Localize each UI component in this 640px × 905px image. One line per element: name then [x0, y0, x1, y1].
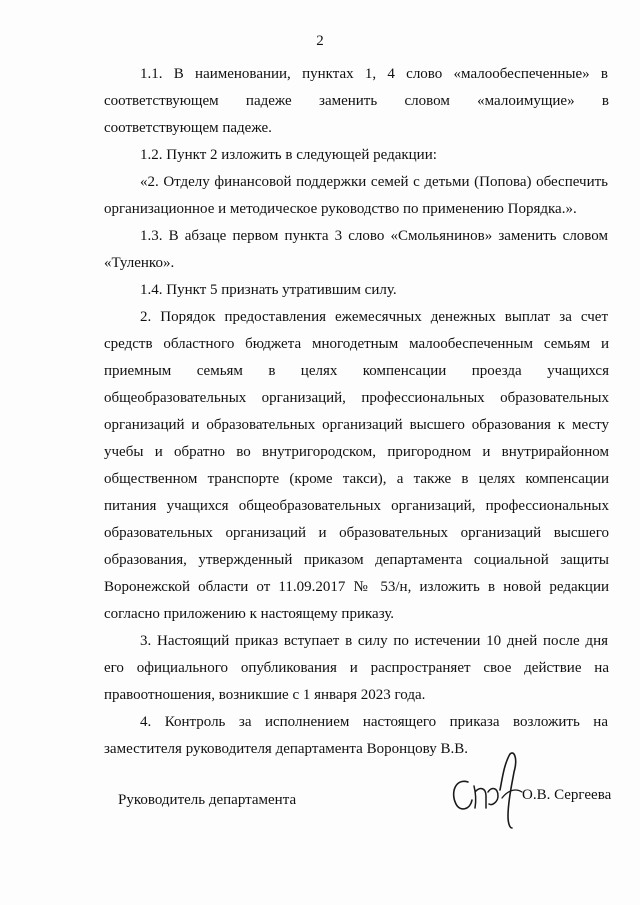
paragraph-3-line-2: его официального опубликования и распространяет свое действие на	[104, 660, 609, 676]
paragraph-2-line-7: общественном транспорте (кроме такси), а также в целях компенсации	[104, 471, 609, 487]
paragraph-4-line-1: 4. Контроль за исполнением настоящего приказа возложить на	[140, 714, 608, 730]
paragraph-2-line-5: организаций и образовательных организаций высшего образования к месту	[104, 417, 609, 433]
paragraph-2-line-11: Воронежской области от 11.09.2017 № 53/н, изложить в новой редакции	[104, 579, 609, 595]
paragraph-2-line-12: согласно приложению к настоящему приказу.	[104, 606, 395, 622]
paragraph-4-line-2: заместителя руководителя департамента Воронцову В.В.	[104, 741, 468, 757]
signature-title: Руководитель департамента	[118, 792, 297, 808]
paragraph-2-line-2: средств областного бюджета многодетным малообеспеченным семьям и	[104, 336, 609, 352]
paragraph-2-line-9: образовательных организаций и образовательных организаций высшего	[104, 525, 609, 541]
paragraph-2-line-6: учебы и обратно во внутригородском, пригородном и внутрирайонном	[104, 444, 609, 460]
paragraph-2-line-10: образования, утвержденный приказом департамента социальной защиты	[104, 552, 609, 568]
handwritten-signature-icon	[446, 750, 530, 830]
paragraph-quote-line-1: «2. Отделу финансовой поддержки семей с детьми (Попова) обеспечить	[140, 174, 608, 190]
signatory-name: О.В. Сергеева	[522, 787, 612, 803]
paragraph-1-3-line-1: 1.3. В абзаце первом пункта 3 слово «Смольянинов» заменить словом	[140, 228, 608, 244]
paragraph-2-line-4: общеобразовательных организаций, профессиональных образовательных	[104, 390, 609, 406]
paragraph-2-line-1: 2. Порядок предоставления ежемесячных денежных выплат за счет	[140, 309, 608, 325]
paragraph-1-1-line-3: соответствующем падеже.	[104, 120, 272, 136]
paragraph-1-1-line-1: 1.1. В наименовании, пунктах 1, 4 слово «малообеспеченные» в	[140, 66, 608, 82]
paragraph-1-2-line-1: 1.2. Пункт 2 изложить в следующей редакции:	[140, 147, 437, 163]
paragraph-1-4-line-1: 1.4. Пункт 5 признать утратившим силу.	[140, 282, 397, 298]
paragraph-3-line-3: правоотношения, возникшие с 1 января 2023 года.	[104, 687, 426, 703]
paragraph-1-3-line-2: «Туленко».	[104, 255, 175, 271]
paragraph-quote-line-2: организационное и методическое руководство по применению Порядка.».	[104, 201, 577, 217]
paragraph-3-line-1: 3. Настоящий приказ вступает в силу по истечении 10 дней после дня	[140, 633, 608, 649]
paragraph-2-line-8: питания учащихся общеобразовательных организаций, профессиональных	[104, 498, 609, 514]
page-number: 2	[316, 33, 324, 49]
paragraph-2-line-3: приемным семьям в целях компенсации проезда учащихся	[104, 363, 609, 379]
paragraph-1-1-line-2: соответствующем падеже заменить словом «малоимущие» в	[104, 93, 609, 109]
